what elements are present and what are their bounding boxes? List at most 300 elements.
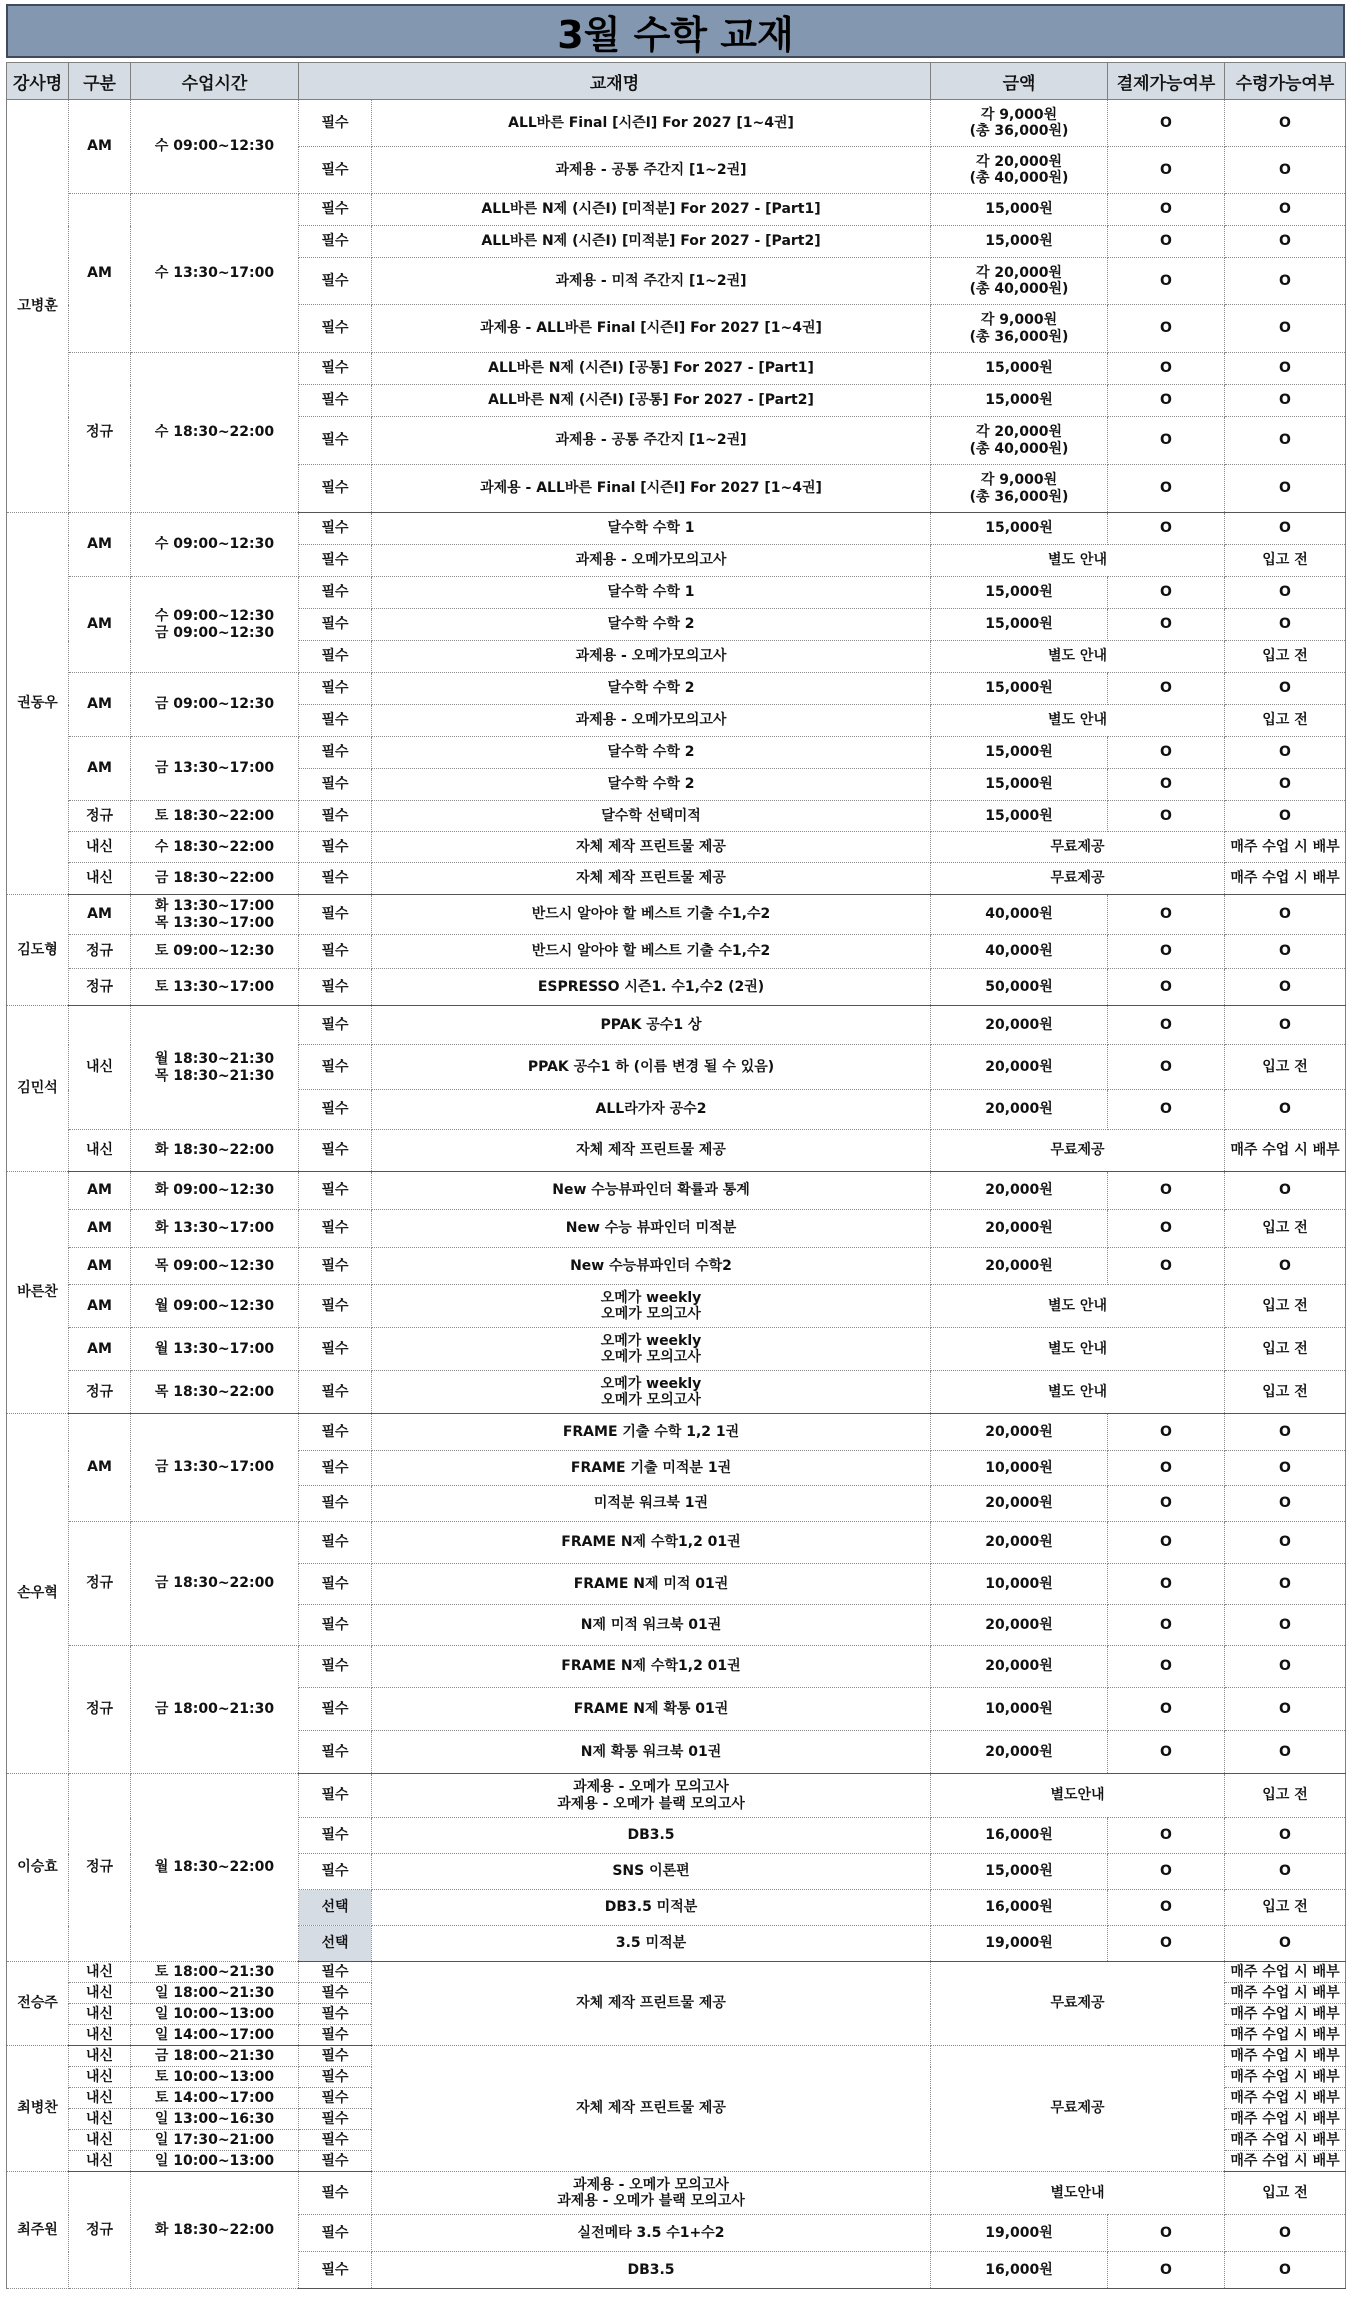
book-name: FRAME N제 수학1,2 01권 — [372, 1522, 931, 1564]
price: 15,000원 — [931, 737, 1108, 769]
price: 각 9,000원 (총 36,000원) — [931, 100, 1108, 147]
class-time: 금 18:30~22:00 — [131, 1522, 299, 1646]
price: 16,000원 — [931, 1890, 1108, 1926]
payable: O — [1108, 935, 1225, 969]
book-name: 과제용 - 오메가 모의고사 과제용 - 오메가 블랙 모의고사 — [372, 2172, 931, 2215]
table-row — [7, 1522, 1346, 1564]
book-name: DB3.5 미적분 — [372, 1890, 931, 1926]
requirement-tag: 필수 — [299, 1522, 372, 1564]
book-name: DB3.5 — [372, 1818, 931, 1854]
requirement-tag: 필수 — [299, 353, 372, 385]
header-row — [7, 63, 1346, 100]
class-time: 수 09:00~12:30 금 09:00~12:30 — [131, 577, 299, 673]
requirement-tag: 필수 — [299, 2004, 372, 2025]
class-type: AM — [69, 1285, 131, 1328]
book-name: N제 미적 워크북 01권 — [372, 1605, 931, 1646]
requirement-tag: 필수 — [299, 801, 372, 832]
class-type: 정규 — [69, 935, 131, 969]
table-row — [7, 100, 1346, 147]
requirement-tag: 필수 — [299, 2025, 372, 2046]
instructor-name: 손우혁 — [7, 1414, 69, 1774]
receivable: 입고 전 — [1225, 1328, 1346, 1371]
class-time: 일 13:00~16:30 — [131, 2109, 299, 2130]
price: 20,000원 — [931, 1172, 1108, 1210]
requirement-tag: 필수 — [299, 1328, 372, 1371]
receivable: O — [1225, 147, 1346, 194]
class-time: 금 18:00~21:30 — [131, 1646, 299, 1774]
book-name: FRAME 기출 미적분 1권 — [372, 1451, 931, 1486]
book-name: DB3.5 — [372, 2252, 931, 2289]
receivable: 매주 수업 시 배부 — [1225, 2130, 1346, 2151]
receivable: O — [1225, 895, 1346, 935]
class-time: 수 09:00~12:30 — [131, 100, 299, 194]
price: 무료제공 — [931, 1130, 1225, 1172]
class-type: AM — [69, 1210, 131, 1248]
receivable: O — [1225, 2215, 1346, 2252]
payable: O — [1108, 801, 1225, 832]
instructor-name: 김도형 — [7, 895, 69, 1006]
receivable: 입고 전 — [1225, 1285, 1346, 1328]
class-time: 금 18:30~22:00 — [131, 863, 299, 895]
receivable: O — [1225, 1646, 1346, 1688]
class-type: 내신 — [69, 1006, 131, 1130]
payable: O — [1108, 673, 1225, 705]
header-price: 금액 — [931, 63, 1108, 100]
payable: O — [1108, 258, 1225, 305]
table-row — [7, 1285, 1346, 1328]
book-name: 과제용 - 공통 주간지 [1~2권] — [372, 417, 931, 465]
book-name: New 수능 뷰파인더 미적분 — [372, 1210, 931, 1248]
requirement-tag: 필수 — [299, 1248, 372, 1285]
price: 별도안내 — [931, 1774, 1225, 1818]
requirement-tag: 필수 — [299, 2172, 372, 2215]
receivable: O — [1225, 1172, 1346, 1210]
payable: O — [1108, 1172, 1225, 1210]
requirement-tag: 필수 — [299, 1451, 372, 1486]
price: 15,000원 — [931, 194, 1108, 226]
receivable: 매주 수업 시 배부 — [1225, 1962, 1346, 1983]
book-name: ESPRESSO 시즌1. 수1,수2 (2권) — [372, 969, 931, 1006]
payable: O — [1108, 1926, 1225, 1962]
receivable: O — [1225, 577, 1346, 609]
requirement-tag: 필수 — [299, 2109, 372, 2130]
receivable: 매주 수업 시 배부 — [1225, 832, 1346, 863]
receivable: O — [1225, 305, 1346, 353]
payable: O — [1108, 1486, 1225, 1522]
header-time: 수업시간 — [131, 63, 299, 100]
price: 10,000원 — [931, 1451, 1108, 1486]
book-name: 자체 제작 프린트물 제공 — [372, 1130, 931, 1172]
receivable: O — [1225, 1564, 1346, 1605]
class-time: 토 18:30~22:00 — [131, 801, 299, 832]
header-instructor: 강사명 — [7, 63, 69, 100]
price: 20,000원 — [931, 1414, 1108, 1451]
requirement-tag: 필수 — [299, 1564, 372, 1605]
class-type: AM — [69, 1414, 131, 1522]
requirement-tag: 필수 — [299, 641, 372, 673]
requirement-tag: 선택 — [299, 1890, 372, 1926]
requirement-tag: 선택 — [299, 1926, 372, 1962]
instructor-name: 김민석 — [7, 1006, 69, 1172]
receivable: 매주 수업 시 배부 — [1225, 1130, 1346, 1172]
payable: O — [1108, 969, 1225, 1006]
price: 별도 안내 — [931, 1285, 1225, 1328]
payable: O — [1108, 1414, 1225, 1451]
book-name: 달수학 수학 2 — [372, 737, 931, 769]
price: 40,000원 — [931, 895, 1108, 935]
class-type: 내신 — [69, 2025, 131, 2046]
payable: O — [1108, 226, 1225, 258]
receivable: O — [1225, 100, 1346, 147]
class-type: 정규 — [69, 1522, 131, 1646]
table-row — [7, 1328, 1346, 1371]
price: 15,000원 — [931, 801, 1108, 832]
class-type: 내신 — [69, 2088, 131, 2109]
table-row — [7, 2172, 1346, 2215]
book-name: 자체 제작 프린트물 제공 — [372, 1962, 931, 2046]
class-type: AM — [69, 737, 131, 801]
receivable: O — [1225, 1006, 1346, 1045]
class-type: AM — [69, 1248, 131, 1285]
book-name: 달수학 선택미적 — [372, 801, 931, 832]
class-type: AM — [69, 513, 131, 577]
payable: O — [1108, 513, 1225, 545]
book-name: FRAME N제 수학1,2 01권 — [372, 1646, 931, 1688]
requirement-tag: 필수 — [299, 895, 372, 935]
requirement-tag: 필수 — [299, 1285, 372, 1328]
receivable: O — [1225, 1522, 1346, 1564]
class-type: 내신 — [69, 832, 131, 863]
book-name: 과제용 - 오메가 모의고사 과제용 - 오메가 블랙 모의고사 — [372, 1774, 931, 1818]
requirement-tag: 필수 — [299, 1371, 372, 1414]
book-name: 과제용 - 오메가모의고사 — [372, 641, 931, 673]
receivable: 매주 수업 시 배부 — [1225, 1983, 1346, 2004]
class-type: 내신 — [69, 2046, 131, 2067]
book-name: 자체 제작 프린트물 제공 — [372, 863, 931, 895]
price: 무료제공 — [931, 1962, 1225, 2046]
receivable: 매주 수업 시 배부 — [1225, 2151, 1346, 2172]
textbook-table — [6, 62, 1346, 2289]
book-name: New 수능뷰파인더 수학2 — [372, 1248, 931, 1285]
payable: O — [1108, 1890, 1225, 1926]
payable: O — [1108, 1248, 1225, 1285]
table-row — [7, 1371, 1346, 1414]
price: 19,000원 — [931, 2215, 1108, 2252]
requirement-tag: 필수 — [299, 863, 372, 895]
table-body — [7, 100, 1346, 2289]
payable: O — [1108, 385, 1225, 417]
class-time: 수 18:30~22:00 — [131, 832, 299, 863]
payable: O — [1108, 465, 1225, 513]
table-row — [7, 673, 1346, 705]
price: 별도 안내 — [931, 1371, 1225, 1414]
price: 20,000원 — [931, 1210, 1108, 1248]
book-name: N제 확통 워크북 01권 — [372, 1731, 931, 1774]
requirement-tag: 필수 — [299, 935, 372, 969]
instructor-name: 최주원 — [7, 2172, 69, 2289]
requirement-tag: 필수 — [299, 1130, 372, 1172]
receivable: O — [1225, 417, 1346, 465]
class-type: 내신 — [69, 2004, 131, 2025]
payable: O — [1108, 417, 1225, 465]
class-type: 내신 — [69, 1130, 131, 1172]
price: 무료제공 — [931, 863, 1225, 895]
class-type: 내신 — [69, 863, 131, 895]
class-time: 목 09:00~12:30 — [131, 1248, 299, 1285]
class-time: 금 13:30~17:00 — [131, 1414, 299, 1522]
price: 각 20,000원 (총 40,000원) — [931, 258, 1108, 305]
class-type: 내신 — [69, 1983, 131, 2004]
book-name: 달수학 수학 1 — [372, 577, 931, 609]
price: 별도 안내 — [931, 705, 1225, 737]
book-name: ALL라가자 공수2 — [372, 1090, 931, 1130]
receivable: O — [1225, 1451, 1346, 1486]
price: 40,000원 — [931, 935, 1108, 969]
table-row — [7, 1172, 1346, 1210]
receivable: O — [1225, 194, 1346, 226]
requirement-tag: 필수 — [299, 2067, 372, 2088]
book-name: 반드시 알아야 할 베스트 기출 수1,수2 — [372, 935, 931, 969]
price: 20,000원 — [931, 1646, 1108, 1688]
class-time: 토 13:30~17:00 — [131, 969, 299, 1006]
payable: O — [1108, 194, 1225, 226]
requirement-tag: 필수 — [299, 609, 372, 641]
receivable: 입고 전 — [1225, 545, 1346, 577]
requirement-tag: 필수 — [299, 1090, 372, 1130]
book-name: FRAME N제 확통 01권 — [372, 1688, 931, 1731]
payable: O — [1108, 609, 1225, 641]
class-time: 화 09:00~12:30 — [131, 1172, 299, 1210]
class-time: 월 13:30~17:00 — [131, 1328, 299, 1371]
receivable: O — [1225, 609, 1346, 641]
receivable: O — [1225, 1688, 1346, 1731]
requirement-tag: 필수 — [299, 673, 372, 705]
price: 16,000원 — [931, 1818, 1108, 1854]
instructor-name: 바른찬 — [7, 1172, 69, 1414]
class-type: 정규 — [69, 1646, 131, 1774]
book-name: New 수능뷰파인더 확률과 통계 — [372, 1172, 931, 1210]
class-time: 월 09:00~12:30 — [131, 1285, 299, 1328]
price: 각 20,000원 (총 40,000원) — [931, 417, 1108, 465]
price: 50,000원 — [931, 969, 1108, 1006]
price: 각 9,000원 (총 36,000원) — [931, 465, 1108, 513]
book-name: 과제용 - 미적 주간지 [1~2권] — [372, 258, 931, 305]
receivable: O — [1225, 513, 1346, 545]
book-name: PPAK 공수1 하 (이름 변경 될 수 있음) — [372, 1045, 931, 1090]
receivable: O — [1225, 969, 1346, 1006]
price: 15,000원 — [931, 385, 1108, 417]
book-name: 달수학 수학 1 — [372, 513, 931, 545]
receivable: O — [1225, 258, 1346, 305]
payable: O — [1108, 577, 1225, 609]
payable: O — [1108, 1045, 1225, 1090]
price: 별도 안내 — [931, 1328, 1225, 1371]
instructor-name: 이승효 — [7, 1774, 69, 1962]
class-time: 일 14:00~17:00 — [131, 2025, 299, 2046]
requirement-tag: 필수 — [299, 417, 372, 465]
payable: O — [1108, 2252, 1225, 2289]
table-row — [7, 513, 1346, 545]
book-name: 반드시 알아야 할 베스트 기출 수1,수2 — [372, 895, 931, 935]
requirement-tag: 필수 — [299, 1962, 372, 1983]
requirement-tag: 필수 — [299, 1646, 372, 1688]
payable: O — [1108, 737, 1225, 769]
table-row — [7, 935, 1346, 969]
requirement-tag: 필수 — [299, 1731, 372, 1774]
receivable: 입고 전 — [1225, 1045, 1346, 1090]
instructor-name: 전승주 — [7, 1962, 69, 2046]
class-type: AM — [69, 100, 131, 194]
requirement-tag: 필수 — [299, 465, 372, 513]
book-name: 오메가 weekly 오메가 모의고사 — [372, 1285, 931, 1328]
requirement-tag: 필수 — [299, 2151, 372, 2172]
price: 별도 안내 — [931, 641, 1225, 673]
book-name: ALL바른 N제 (시즌Ⅰ) [미적분] For 2027 - [Part2] — [372, 226, 931, 258]
class-time: 화 18:30~22:00 — [131, 2172, 299, 2289]
table-row — [7, 2046, 1346, 2067]
requirement-tag: 필수 — [299, 385, 372, 417]
payable: O — [1108, 1090, 1225, 1130]
price: 20,000원 — [931, 1248, 1108, 1285]
requirement-tag: 필수 — [299, 1172, 372, 1210]
class-type: 정규 — [69, 801, 131, 832]
instructor-name: 고병훈 — [7, 100, 69, 513]
receivable: O — [1225, 385, 1346, 417]
class-type: 정규 — [69, 2172, 131, 2289]
receivable: O — [1225, 226, 1346, 258]
receivable: 매주 수업 시 배부 — [1225, 2088, 1346, 2109]
payable: O — [1108, 147, 1225, 194]
price: 15,000원 — [931, 1854, 1108, 1890]
table-row — [7, 1006, 1346, 1045]
class-type: 정규 — [69, 353, 131, 513]
payable: O — [1108, 1210, 1225, 1248]
receivable: 매주 수업 시 배부 — [1225, 2046, 1346, 2067]
header-book: 교재명 — [299, 63, 931, 100]
requirement-tag: 필수 — [299, 1983, 372, 2004]
table-row — [7, 737, 1346, 769]
table-row — [7, 895, 1346, 935]
class-time: 화 13:30~17:00 — [131, 1210, 299, 1248]
price: 16,000원 — [931, 2252, 1108, 2289]
book-name: FRAME 기출 수학 1,2 1권 — [372, 1414, 931, 1451]
requirement-tag: 필수 — [299, 737, 372, 769]
requirement-tag: 필수 — [299, 2046, 372, 2067]
payable: O — [1108, 1451, 1225, 1486]
receivable: 입고 전 — [1225, 641, 1346, 673]
receivable: O — [1225, 737, 1346, 769]
book-name: 과제용 - 오메가모의고사 — [372, 705, 931, 737]
class-time: 일 10:00~13:00 — [131, 2004, 299, 2025]
requirement-tag: 필수 — [299, 2130, 372, 2151]
payable: O — [1108, 1646, 1225, 1688]
receivable: O — [1225, 1248, 1346, 1285]
table-row — [7, 969, 1346, 1006]
book-name: 자체 제작 프린트물 제공 — [372, 2046, 931, 2172]
class-time: 토 14:00~17:00 — [131, 2088, 299, 2109]
payable: O — [1108, 769, 1225, 801]
price: 15,000원 — [931, 577, 1108, 609]
receivable: 입고 전 — [1225, 1210, 1346, 1248]
class-time: 금 18:00~21:30 — [131, 2046, 299, 2067]
requirement-tag: 필수 — [299, 1486, 372, 1522]
page-title: 3월 수학 교재 — [6, 4, 1345, 58]
requirement-tag: 필수 — [299, 1006, 372, 1045]
requirement-tag: 필수 — [299, 194, 372, 226]
receivable: O — [1225, 801, 1346, 832]
table-row — [7, 194, 1346, 226]
requirement-tag: 필수 — [299, 305, 372, 353]
class-time: 월 18:30~21:30 목 18:30~21:30 — [131, 1006, 299, 1130]
price: 15,000원 — [931, 513, 1108, 545]
price: 무료제공 — [931, 2046, 1225, 2172]
book-name: 미적분 워크북 1권 — [372, 1486, 931, 1522]
book-name: ALL바른 N제 (시즌Ⅰ) [공통] For 2027 - [Part1] — [372, 353, 931, 385]
price: 10,000원 — [931, 1688, 1108, 1731]
header-receivable: 수령가능여부 — [1225, 63, 1346, 100]
price: 20,000원 — [931, 1045, 1108, 1090]
receivable: O — [1225, 1486, 1346, 1522]
receivable: O — [1225, 935, 1346, 969]
class-time: 토 18:00~21:30 — [131, 1962, 299, 1983]
requirement-tag: 필수 — [299, 769, 372, 801]
class-type: AM — [69, 1328, 131, 1371]
class-time: 금 09:00~12:30 — [131, 673, 299, 737]
price: 15,000원 — [931, 353, 1108, 385]
book-name: 자체 제작 프린트물 제공 — [372, 832, 931, 863]
requirement-tag: 필수 — [299, 705, 372, 737]
class-type: 내신 — [69, 2151, 131, 2172]
book-name: ALL바른 Final [시즌Ⅰ] For 2027 [1~4권] — [372, 100, 931, 147]
receivable: O — [1225, 1090, 1346, 1130]
instructor-name: 권동우 — [7, 513, 69, 895]
requirement-tag: 필수 — [299, 2252, 372, 2289]
book-name: ALL바른 N제 (시즌Ⅰ) [미적분] For 2027 - [Part1] — [372, 194, 931, 226]
requirement-tag: 필수 — [299, 1854, 372, 1890]
receivable: O — [1225, 353, 1346, 385]
receivable: 매주 수업 시 배부 — [1225, 2025, 1346, 2046]
class-time: 수 13:30~17:00 — [131, 194, 299, 353]
requirement-tag: 필수 — [299, 969, 372, 1006]
requirement-tag: 필수 — [299, 1210, 372, 1248]
requirement-tag: 필수 — [299, 577, 372, 609]
requirement-tag: 필수 — [299, 832, 372, 863]
requirement-tag: 필수 — [299, 147, 372, 194]
price: 20,000원 — [931, 1605, 1108, 1646]
class-type: AM — [69, 1172, 131, 1210]
class-time: 토 10:00~13:00 — [131, 2067, 299, 2088]
price: 20,000원 — [931, 1486, 1108, 1522]
table-row — [7, 1774, 1346, 1818]
class-time: 수 18:30~22:00 — [131, 353, 299, 513]
class-type: AM — [69, 577, 131, 673]
class-time: 월 18:30~22:00 — [131, 1774, 299, 1962]
price: 20,000원 — [931, 1731, 1108, 1774]
receivable: 입고 전 — [1225, 2172, 1346, 2215]
receivable: 입고 전 — [1225, 1371, 1346, 1414]
table-row — [7, 1248, 1346, 1285]
price: 15,000원 — [931, 673, 1108, 705]
class-time: 토 09:00~12:30 — [131, 935, 299, 969]
price: 무료제공 — [931, 832, 1225, 863]
class-type: AM — [69, 194, 131, 353]
receivable: O — [1225, 2252, 1346, 2289]
price: 별도안내 — [931, 2172, 1225, 2215]
table-row — [7, 353, 1346, 385]
payable: O — [1108, 1006, 1225, 1045]
payable: O — [1108, 1688, 1225, 1731]
class-time: 일 10:00~13:00 — [131, 2151, 299, 2172]
